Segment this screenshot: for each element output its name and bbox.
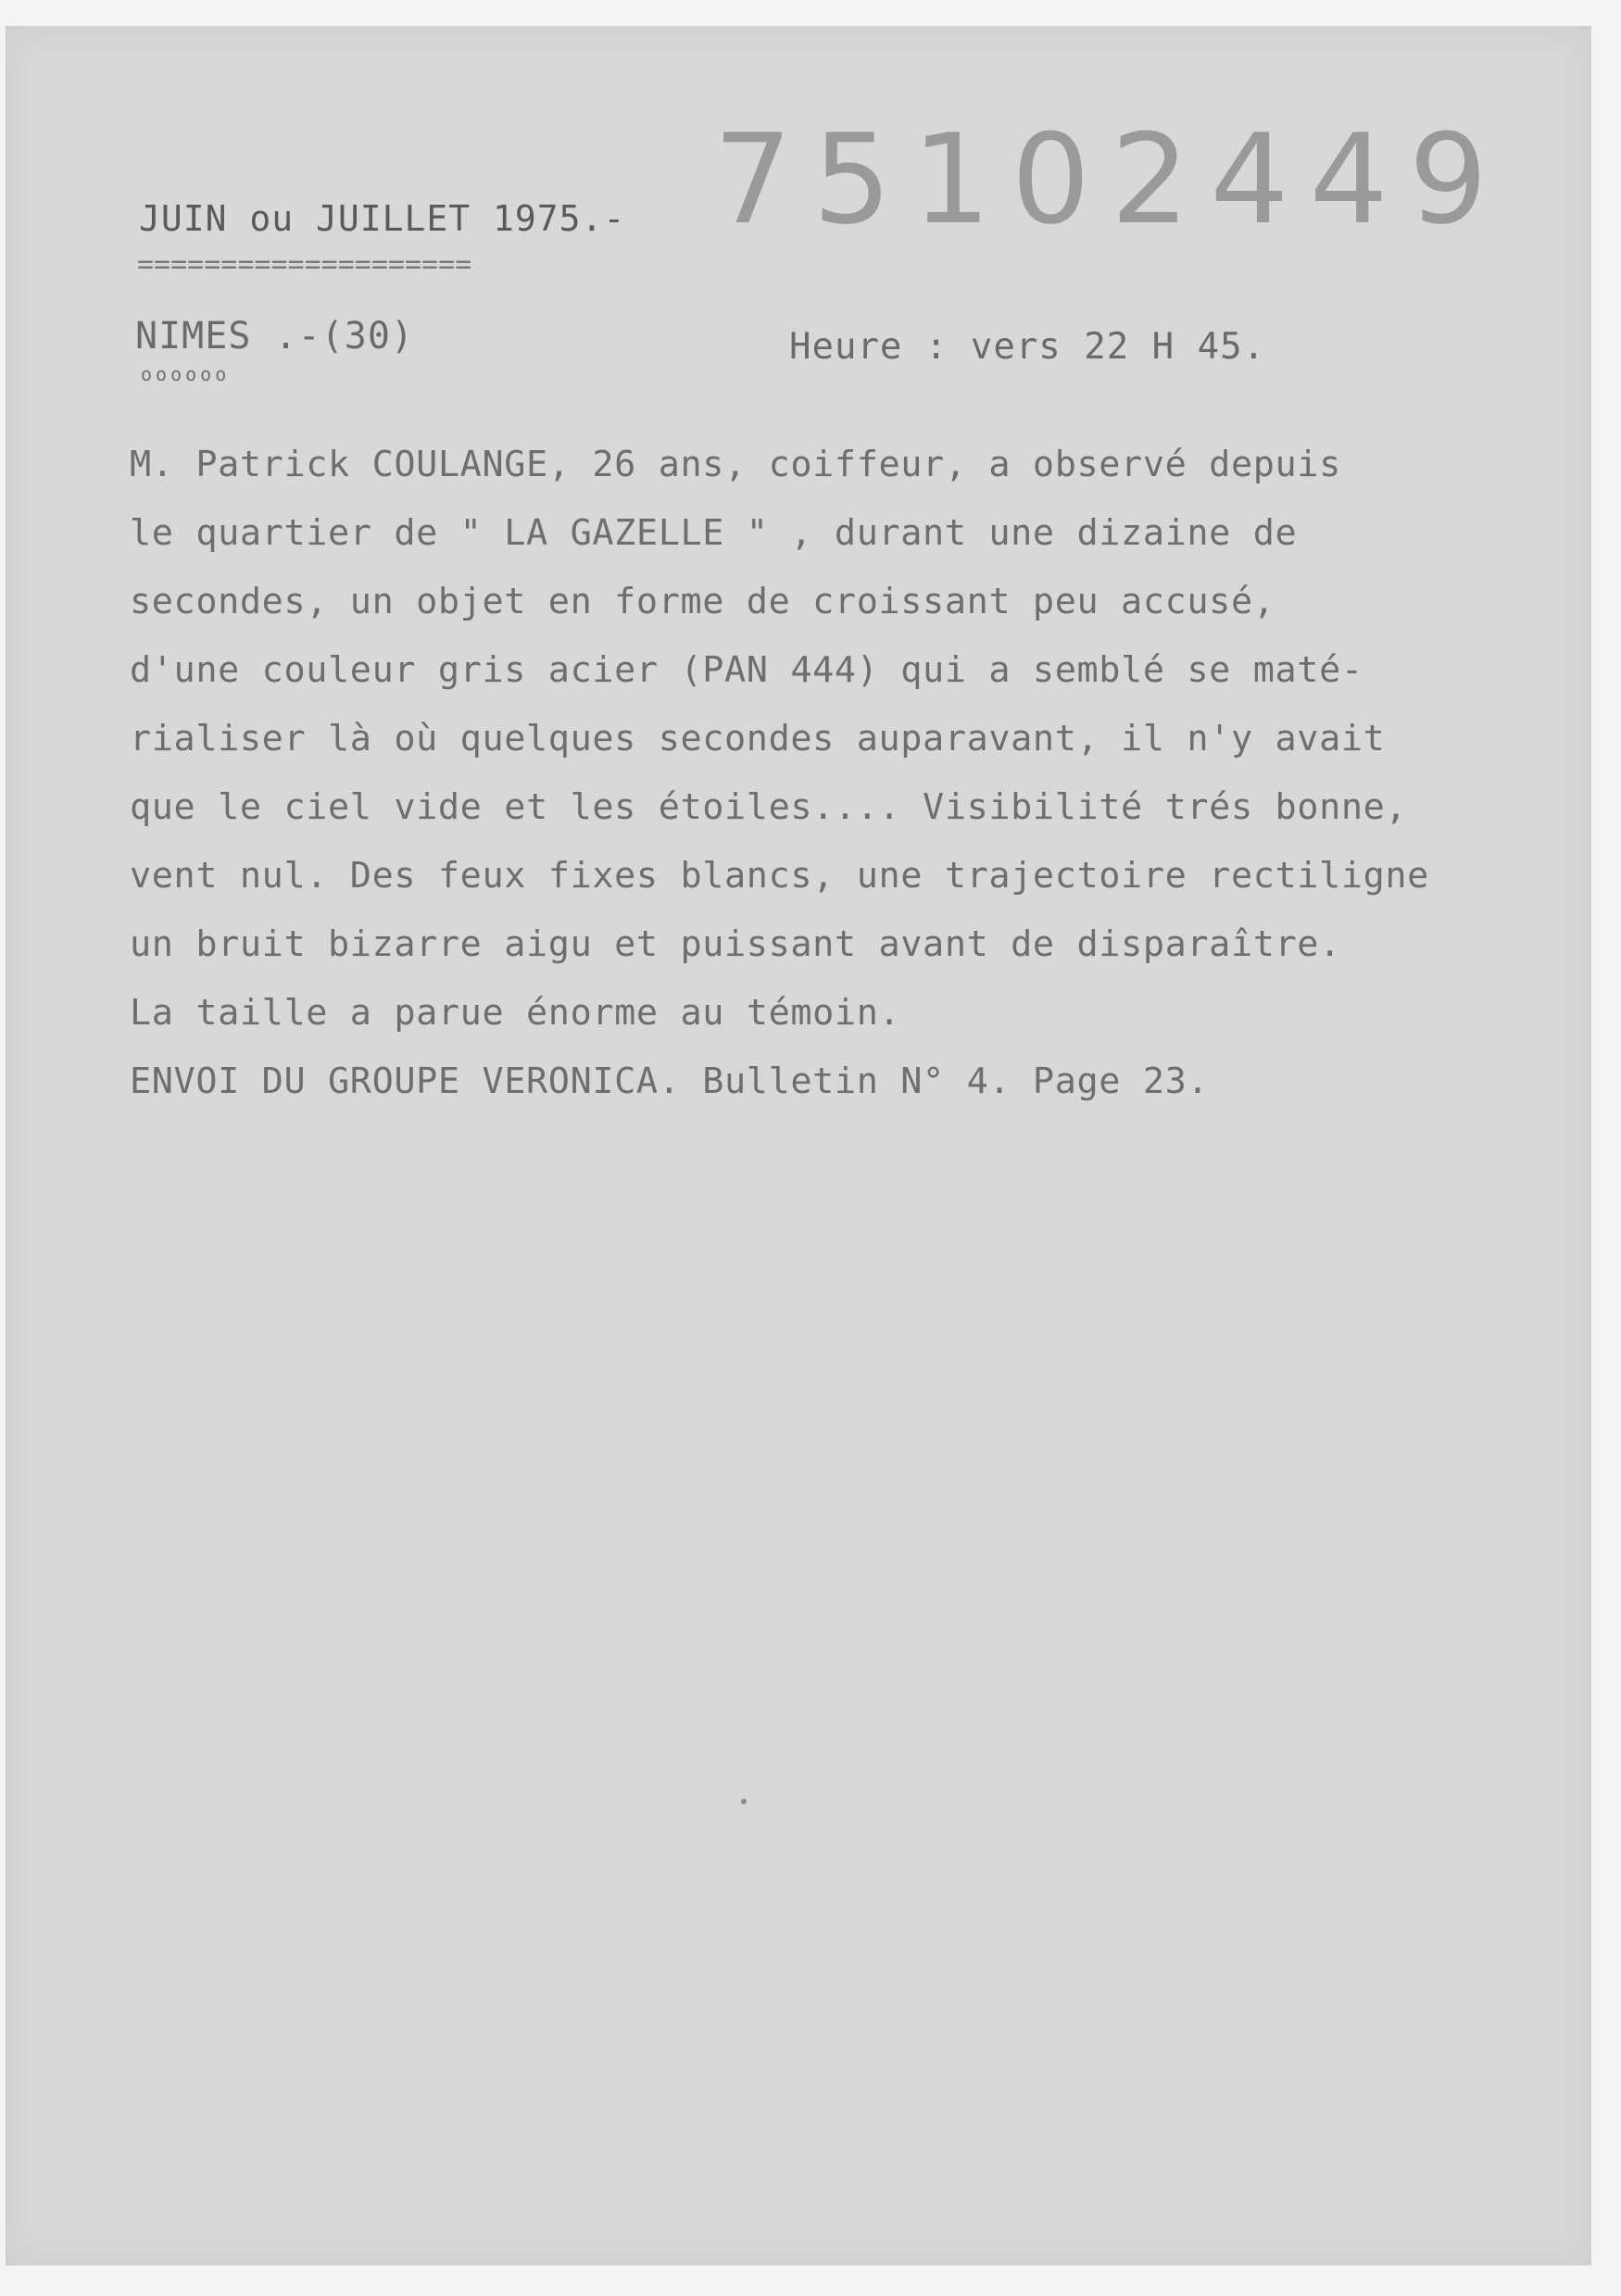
body-line: rialiser là où quelques secondes auparavant, il n'y avait [130, 718, 1386, 759]
report-place: NIMES .-(30) [135, 315, 414, 358]
body-line: d'une couleur gris acier (PAN 444) qui a semblé se maté- [130, 649, 1363, 691]
body-line: M. Patrick COULANGE, 26 ans, coiffeur, a observé depuis [130, 444, 1341, 485]
body-line: le quartier de " LA GAZELLE " , durant une dizaine de [130, 512, 1298, 554]
reference-number: 75102449 [713, 107, 1509, 252]
place-underline: oooooo [141, 363, 231, 385]
body-line: La taille a parue énorme au témoin. [130, 992, 901, 1034]
source-line: ENVOI DU GROUPE VERONICA. Bulletin N° 4. Page 23. [130, 1060, 1210, 1102]
body-line: secondes, un objet en forme de croissant peu accusé, [130, 581, 1275, 622]
report-date: JUIN ou JUILLET 1975.- [139, 198, 626, 239]
report-body [130, 431, 1575, 1116]
body-line: un bruit bizarre aigu et puissant avant de disparaître. [130, 923, 1341, 965]
paper-speck [741, 1799, 747, 1804]
report-time: Heure : vers 22 H 45. [789, 326, 1266, 368]
body-line: vent nul. Des feux fixes blancs, une trajectoire rectiligne [130, 855, 1429, 897]
date-underline: ==================== [137, 248, 472, 281]
body-line: que le ciel vide et les étoiles.... Visibilité trés bonne, [130, 786, 1408, 828]
